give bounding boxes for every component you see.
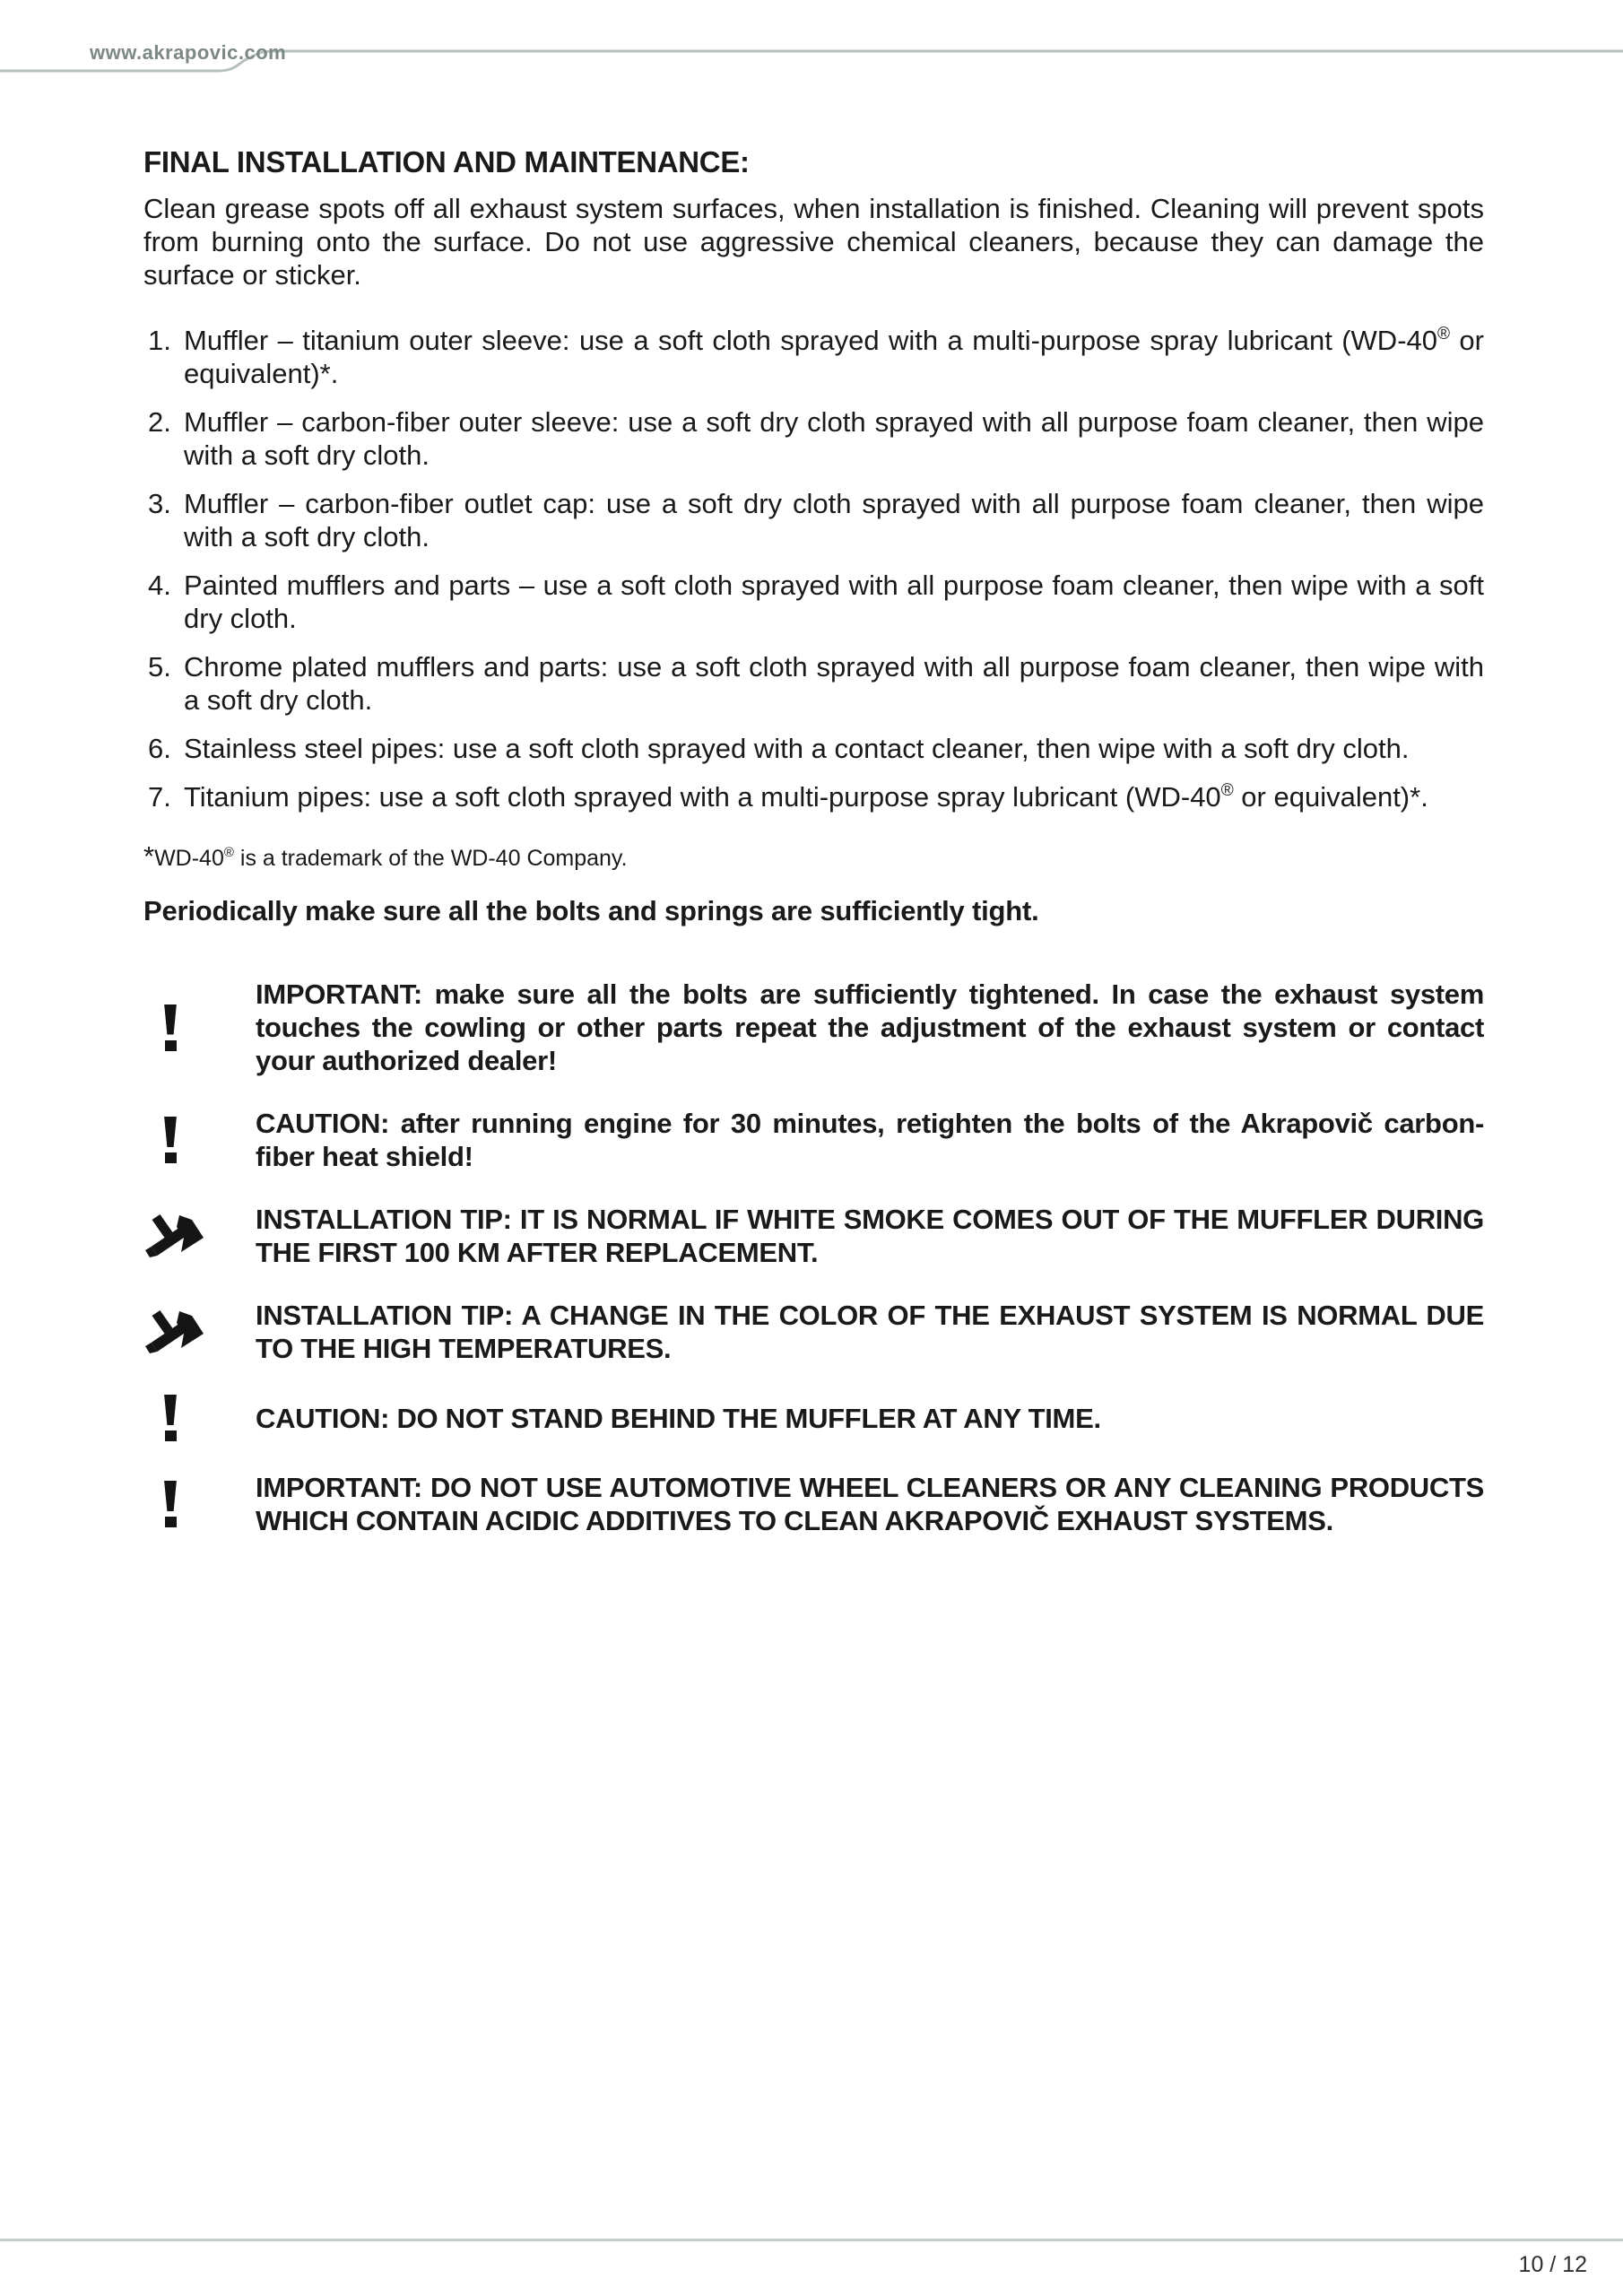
list-item [143,569,1484,635]
exclamation-icon [163,1004,178,1051]
list-item [143,650,1484,717]
notice-tip-white-smoke [143,1203,1484,1269]
notice-text: IMPORTANT: DO NOT USE AUTOMOTIVE WHEEL CLEANERS OR ANY CLEANING PRODUCTS WHICH CONTAIN ACIDIC ADDITIVES TO CLEAN AKRAPOVIČ EXHAUST SYSTEMS. [256,1472,1484,1536]
periodic-check-note: Periodically make sure all the bolts and springs are sufficiently tight. [143,895,1039,926]
footer-rule [0,2239,1623,2241]
header-website-url: www.akrapovic.com [90,41,287,64]
list-item [143,732,1484,765]
list-item-text: Titanium pipes: use a soft cloth sprayed with a multi-purpose spray lubricant (WD-40® or equivalent)*. [184,781,1428,813]
notice-icon-cell [143,1395,256,1441]
list-item-text: Muffler – carbon-fiber outlet cap: use a soft dry cloth sprayed with all purpose foam cleaner, then wipe with a soft dry cloth. [184,488,1484,552]
akrapovic-logo-icon [145,1309,204,1354]
list-item-number: 1. [148,325,171,356]
notice-icon-cell [143,1117,256,1163]
page-title: FINAL INSTALLATION AND MAINTENANCE: [143,145,750,178]
list-item-number: 3. [148,488,171,519]
notice-caution-stand-behind [143,1395,1484,1441]
list-item [143,324,1484,390]
notice-icon-cell [143,1213,256,1258]
list-item-text: Stainless steel pipes: use a soft cloth sprayed with a contact cleaner, then wipe with a soft dry cloth. [184,733,1410,764]
page-number: 10 / 12 [1518,2252,1587,2277]
list-item [143,780,1484,813]
list-item-text: Muffler – titanium outer sleeve: use a soft cloth sprayed with a multi-purpose spray lubricant (WD-40® or equivalent)*. [184,325,1484,389]
list-item-text: Painted mufflers and parts – use a soft cloth sprayed with all purpose foam cleaner, then wipe with a soft dry cloth. [184,570,1484,634]
notice-icon-cell [143,1004,256,1051]
intro-paragraph: Clean grease spots off all exhaust system surfaces, when installation is finished. Cleaning will prevent spots from burning onto the surface. Do not use aggressive chemical cleaners, because they can damage the surface or sticker. [143,193,1484,291]
list-item-number: 5. [148,651,171,683]
footnote-asterisk: * [143,840,155,872]
notice-text: CAUTION: after running engine for 30 minutes, retighten the bolts of the Akrapovič carbon-fiber heat shield! [256,1108,1484,1172]
notice-tip-color-change [143,1299,1484,1365]
exclamation-icon [163,1395,178,1441]
akrapovic-logo-icon [145,1213,204,1258]
exclamation-icon [163,1117,178,1163]
page-content [143,145,1484,1567]
trademark-footnote: *WD-40® is a trademark of the WD-40 Company. [143,840,628,872]
exclamation-icon [163,1481,178,1527]
notice-text: IMPORTANT: make sure all the bolts are sufficiently tightened. In case the exhaust system touches the cowling or other parts repeat the adjustment of the exhaust system or contact your authorized dealer! [256,978,1484,1076]
list-item-number: 4. [148,570,171,601]
list-item-number: 2. [148,406,171,438]
notice-important-bolts [143,978,1484,1077]
list-item-text: Muffler – carbon-fiber outer sleeve: use a soft dry cloth sprayed with all purpose foam cleaner, then wipe with a soft dry cloth. [184,406,1484,471]
notice-icon-cell [143,1481,256,1527]
notice-important-cleaners [143,1471,1484,1537]
notice-icon-cell [143,1309,256,1354]
list-item-number: 7. [148,781,171,813]
notice-caution-heat-shield [143,1107,1484,1173]
list-item [143,487,1484,553]
notice-text: INSTALLATION TIP: A CHANGE IN THE COLOR OF THE EXHAUST SYSTEM IS NORMAL DUE TO THE HIGH TEMPERATURES. [256,1300,1484,1364]
list-item-text: Chrome plated mufflers and parts: use a soft cloth sprayed with all purpose foam cleaner, then wipe with a soft dry cloth. [184,651,1484,716]
list-item-number: 6. [148,733,171,764]
list-item [143,405,1484,472]
registered-trademark-sup: ® [223,845,234,860]
maintenance-list [143,324,1484,813]
notices-section [143,978,1484,1537]
notice-text: CAUTION: DO NOT STAND BEHIND THE MUFFLER AT ANY TIME. [256,1402,1101,1434]
registered-trademark-sup: ® [1437,325,1451,344]
notice-text: INSTALLATION TIP: IT IS NORMAL IF WHITE SMOKE COMES OUT OF THE MUFFLER DURING THE FIRST 100 KM AFTER REPLACEMENT. [256,1204,1484,1268]
registered-trademark-sup: ® [1220,781,1234,800]
